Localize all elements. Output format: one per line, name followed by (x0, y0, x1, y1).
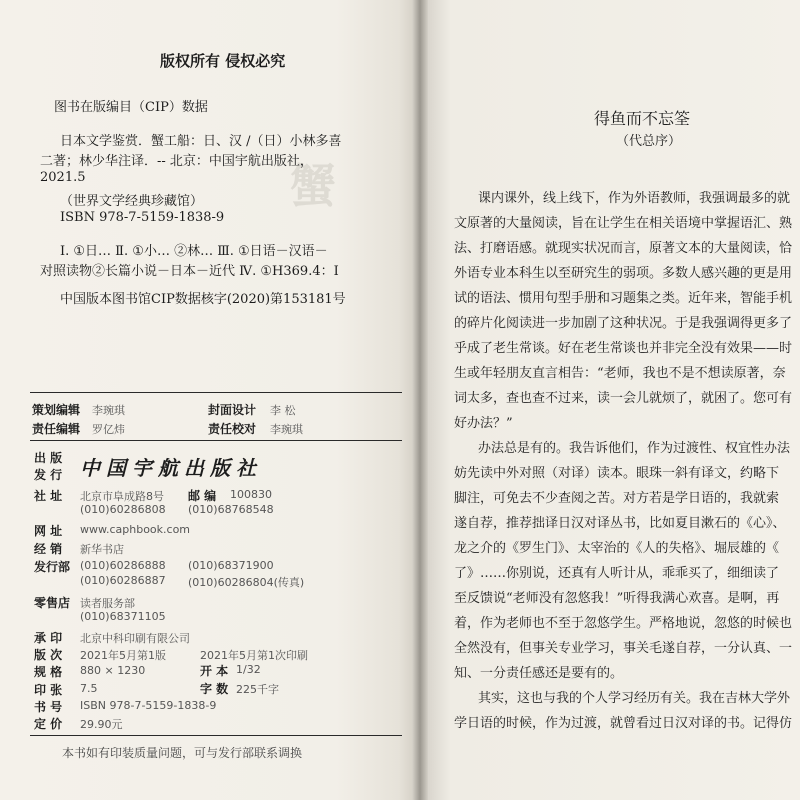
cip-line: 二著；林少华注译．-- 北京：中国宇航出版社， (40, 154, 313, 169)
cip-line: 日本文学鉴赏．蟹工船：日、汉 /（日）小林多喜 (60, 134, 342, 149)
price-value: 29.90元 (80, 718, 123, 731)
preface-subtitle: （代总序） (616, 134, 682, 149)
phone: (010)68371900 (188, 559, 274, 572)
isbn-value: ISBN 978-7-5159-1838-9 (80, 699, 217, 712)
preface-line: 外语专业本科生以至研究生的弱项。多数人感兴趣的更是用 (454, 266, 793, 281)
spec-value: 880 × 1230 (80, 664, 146, 677)
preface-line: 着，作为老师也不至于忽悠学生。严格地说，忽悠的时候也 (454, 616, 793, 631)
retail-value: 读者服务部 (80, 597, 135, 610)
proofreader-value: 李琬琪 (270, 423, 303, 436)
printer-label: 承 印 (34, 631, 63, 645)
preface-line: 知、一分责任感还是要有的。 (454, 666, 624, 681)
preface-line: 办法总是有的。我告诉他们，作为过渡性、权宜性办法 (478, 441, 791, 456)
preface-line: 了》……你别说，还真有人听计从，乖乖买了，细细读了 (454, 566, 780, 581)
word-count-value: 225千字 (236, 683, 279, 696)
preface-line: 全然没有，但事关专业学习，事关毛遂自荐，一分认真、一 (454, 641, 793, 656)
preface-line: 好办法？” (454, 416, 513, 431)
publisher-name: 中国宇航出版社 (80, 456, 262, 480)
sheet-label: 印 张 (34, 683, 63, 697)
preface-line: 试的语法、惯用句型手册和习题集之类。近年来，智能手机 (454, 291, 793, 306)
website-value: www.caphbook.com (80, 523, 191, 536)
address-label: 社 址 (34, 489, 63, 503)
preface-title: 得鱼而不忘筌 (594, 109, 691, 128)
cip-title: 图书在版编目（CIP）数据 (54, 100, 208, 115)
copyright-heading: 版权所有 侵权必究 (160, 52, 286, 70)
preface-page (428, 0, 800, 800)
preface-line: 学日语的时候，作为过渡，就曾看过日汉对译的书。记得仿 (454, 716, 793, 731)
cip-line: （世界文学经典珍藏馆） (60, 194, 204, 209)
preface-line: 的碎片化阅读进一步加剧了这种状况。于是我强调得更多了 (454, 316, 793, 331)
sales-dept-label: 发行部 (34, 560, 71, 574)
cip-line: 2021.5 (40, 170, 86, 185)
preface-line: 至反馈说“老师没有忽悠我！”听得我满心欢喜。是啊，再 (454, 591, 780, 606)
phone: (010)60286888 (80, 559, 166, 572)
planning-editor-label: 策划编辑 (32, 403, 81, 417)
postcode-value: 100830 (230, 488, 272, 501)
postcode-label: 邮 编 (188, 489, 217, 503)
printer-value: 北京中科印刷有限公司 (80, 632, 190, 645)
divider (30, 392, 402, 393)
preface-line: 乎成了老生常谈。好在老生常谈也并非完全没有效果——时 (454, 341, 793, 356)
subject-line: 对照读物②长篇小说－日本－近代 Ⅳ. ①H369.4：I (40, 264, 339, 279)
responsible-editor-value: 罗亿炜 (92, 423, 125, 436)
quality-notice: 本书如有印装质量问题，可与发行部联系调换 (62, 746, 303, 760)
preface-line: 龙之介的《罗生门》、太宰治的《人的失格》、堀辰雄的《 (454, 541, 780, 556)
preface-line: 词太多，查也查不过来，读一会儿就烦了，就困了。您可有 (454, 391, 793, 406)
proofreader-label: 责任校对 (208, 422, 257, 436)
phone: (010)60286887 (80, 574, 166, 587)
distribute-label: 发 行 (34, 468, 63, 482)
preface-line: 遂自荐，推荐拙译日汉对译丛书，比如夏目漱石的《心》、 (454, 516, 786, 531)
preface-line: 文原著的大量阅读，旨在让学生在相关语境中掌握语汇、熟 (454, 216, 793, 231)
preface-line: 脚注，可免去不少查阅之苦。对方若是学日语的，我就索 (454, 491, 780, 506)
word-count-label: 字 数 (200, 682, 229, 696)
address-value: 北京市阜成路8号 (80, 490, 164, 503)
edition-value: 2021年5月第1版 (80, 649, 166, 662)
preface-line: 生或年轻朋友直言相告：“老师，我也不是不想读原著，奈 (454, 366, 786, 381)
format-value: 1/32 (236, 663, 261, 676)
spec-label: 规 格 (34, 665, 63, 679)
planning-editor-value: 李琬琪 (92, 404, 125, 417)
price-label: 定 价 (34, 717, 63, 731)
preface-line: 其实，这也与我的个人学习经历有关。我在吉林大学外 (478, 691, 791, 706)
edition-label: 版 次 (34, 648, 63, 662)
fax: (010)60286804(传真) (188, 576, 305, 589)
divider (30, 440, 402, 441)
divider (30, 735, 402, 736)
phone: (010)60286808 (80, 503, 166, 516)
cover-design-label: 封面设计 (208, 403, 257, 417)
distributor-value: 新华书店 (80, 543, 124, 556)
preface-line: 课内课外，线上线下，作为外语教师，我强调最多的就 (478, 191, 791, 206)
printing-value: 2021年5月第1次印刷 (200, 649, 308, 662)
retail-label: 零售店 (34, 596, 71, 610)
responsible-editor-label: 责任编辑 (32, 422, 81, 436)
publish-label: 出 版 (34, 451, 63, 465)
website-label: 网 址 (34, 524, 63, 538)
sheet-value: 7.5 (80, 682, 98, 695)
isbn-label: 书 号 (34, 700, 63, 714)
phone: (010)68768548 (188, 503, 274, 516)
cip-number: 中国版本图书馆CIP数据核字(2020)第153181号 (60, 292, 346, 307)
cip-line: ISBN 978-7-5159-1838-9 (60, 210, 225, 225)
phone: (010)68371105 (80, 610, 166, 623)
preface-line: 妨先读中外对照（对译）读本。眼珠一斜有译文，约略下 (454, 466, 780, 481)
book-spine (412, 0, 428, 800)
bleed-through-mark: 蟹 (290, 159, 336, 213)
subject-line: Ⅰ. ①日… Ⅱ. ①小… ②林… Ⅲ. ①日语－汉语－ (60, 244, 328, 259)
distributor-label: 经 销 (34, 542, 63, 556)
preface-line: 法、打磨语感。就现实状况而言，原著文本的大量阅读，恰 (454, 241, 793, 256)
format-label: 开 本 (200, 664, 229, 678)
cover-design-value: 李 松 (270, 404, 296, 417)
